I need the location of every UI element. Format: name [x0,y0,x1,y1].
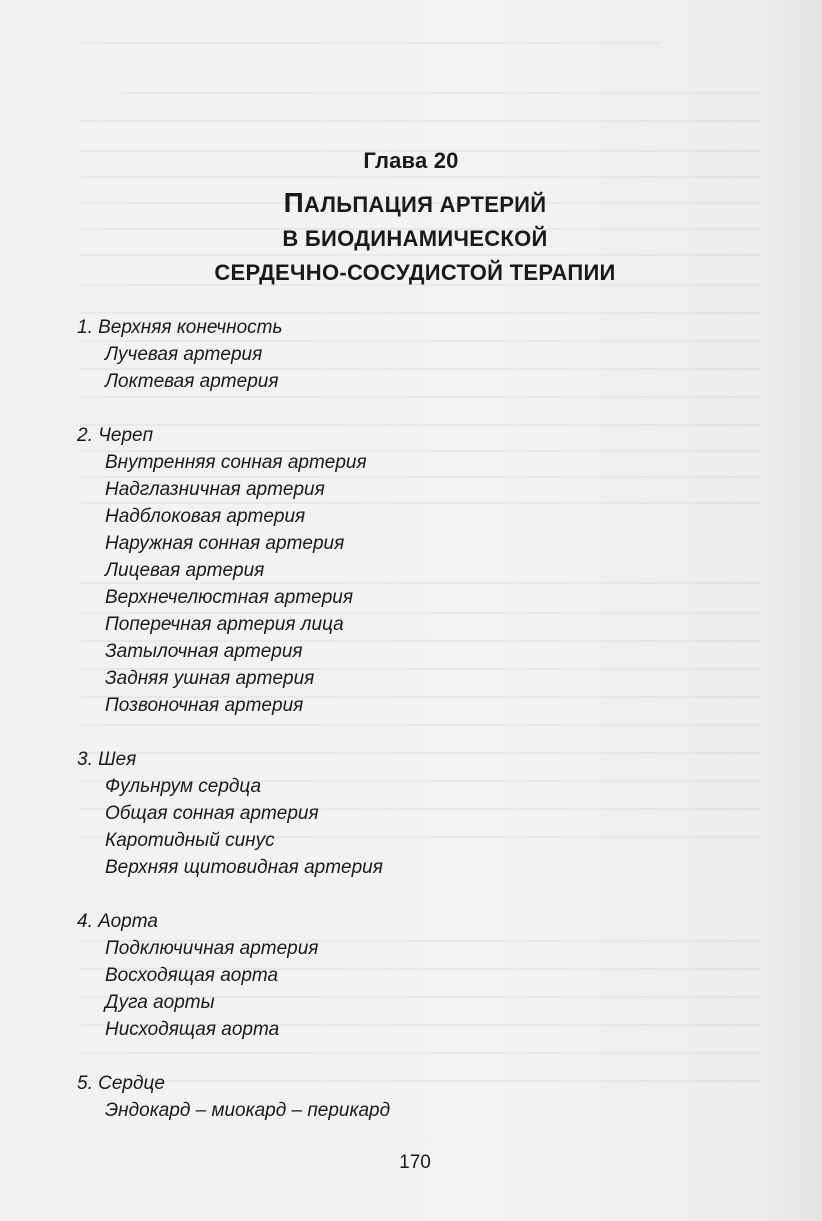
list-item: Локтевая артерия [105,371,279,392]
list-item: Надглазничная артерия [105,479,325,500]
list-item: Поперечная артерия лица [105,614,344,635]
section-upper-limb [77,314,390,395]
title-line-3: СЕРДЕЧНО-СОСУДИСТОЙ ТЕРАПИИ [214,260,616,285]
chapter-label: Глава 20 [363,148,459,173]
section-heart [77,1070,390,1124]
list-item: Фульнрум сердца [105,776,262,797]
list-item: Восходящая аорта [105,965,279,986]
section-aorta [77,908,390,1043]
title-drop-letter: П [283,187,305,218]
title-line-1 [0,186,822,222]
list-item: Эндокард – миокард – перикард [105,1100,391,1121]
section-neck [77,746,390,881]
bleed-line [80,176,760,178]
list-item: Верхнечелюстная артерия [105,587,353,608]
list-item: Общая сонная артерия [105,803,319,824]
list-item: Задняя ушная артерия [105,668,315,689]
list-item: Лицевая артерия [105,560,265,581]
title-line-1-rest: АЛЬПАЦИЯ АРТЕРИЙ [304,192,547,217]
list-item: Надблоковая артерия [105,506,306,527]
list-item: Наружная сонная артерия [105,533,345,554]
section-heading: 3. Шея [77,749,137,770]
chapter-title [0,186,822,290]
bleed-line [80,120,760,122]
list-item: Затылочная артерия [105,641,303,662]
section-heading: 5. Сердце [77,1073,165,1094]
section-skull [77,422,390,719]
list-item: Верхняя щитовидная артерия [105,857,383,878]
bleed-line [80,42,660,44]
list-item: Нисходящая аорта [105,1019,280,1040]
page-number: 170 [399,1152,431,1173]
list-item: Позвоночная артерия [105,695,304,716]
section-heading: 1. Верхняя конечность [77,317,283,338]
section-heading: 2. Череп [77,425,154,446]
list-item: Лучевая артерия [105,344,263,365]
artery-list [77,314,390,1124]
section-heading: 4. Аорта [77,911,158,932]
list-item: Дуга аорты [105,992,215,1013]
bleed-line [120,92,760,94]
list-item: Каротидный синус [105,830,275,851]
list-item: Внутренняя сонная артерия [105,452,367,473]
list-item: Подключичная артерия [105,938,319,959]
title-line-2: В БИОДИНАМИЧЕСКОЙ [282,226,548,251]
